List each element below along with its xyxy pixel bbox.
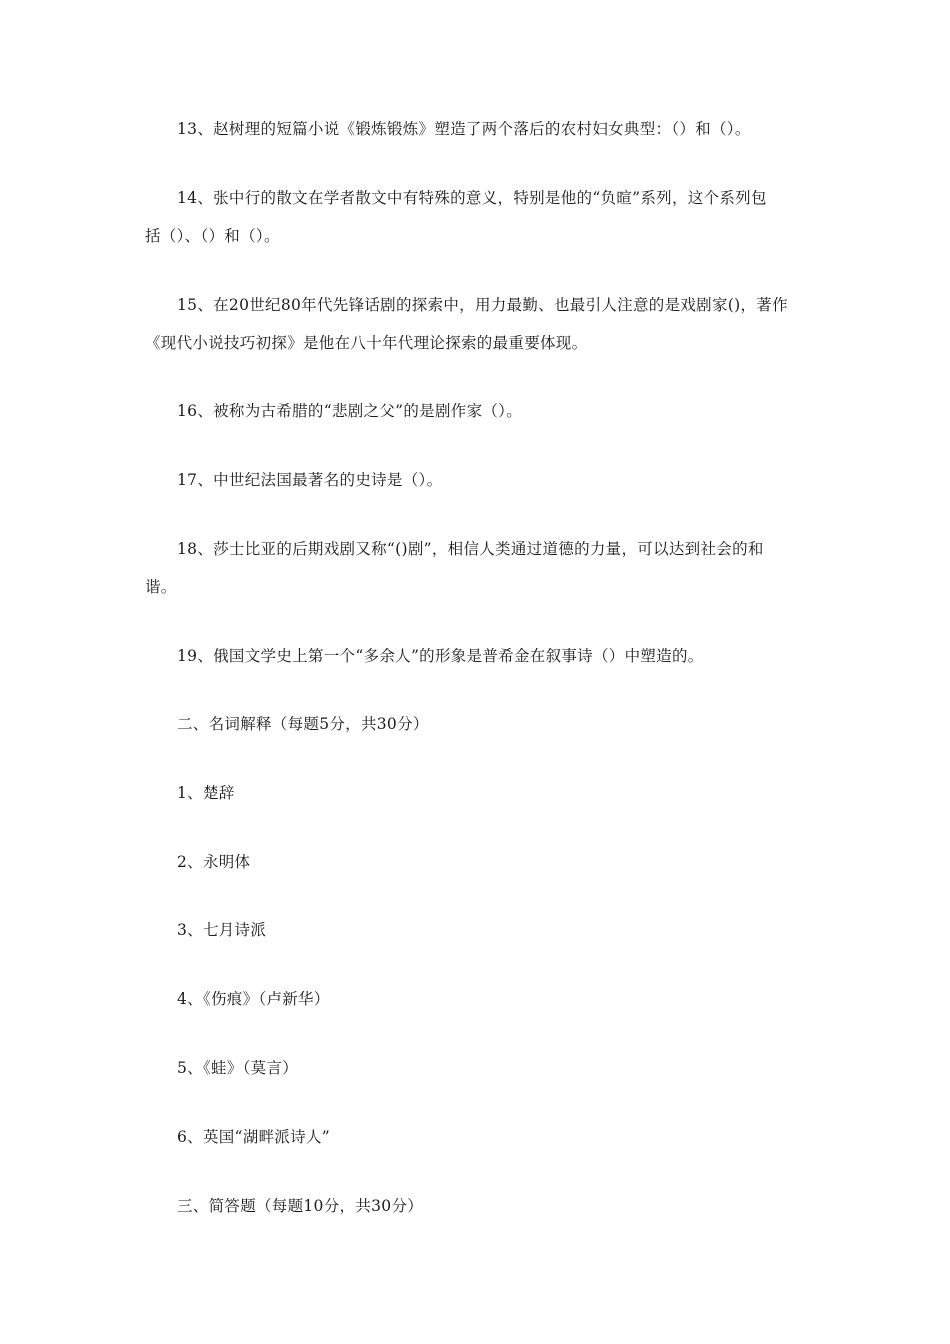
section-3-heading: 三、简答题（每题10分，共30分）	[177, 1197, 424, 1215]
question-14-line-1: 14、张中行的散文在学者散文中有特殊的意义，特别是他的“负暄”系列，这个系列包	[177, 189, 767, 207]
term-item-2: 2、永明体	[177, 853, 251, 871]
question-14-line-2: 括（）、（）和（）。	[145, 227, 280, 245]
question-19-line-1: 19、俄国文学史上第一个“多余人”的形象是普希金在叙事诗（）中塑造的。	[177, 647, 704, 665]
question-16-line-1: 16、被称为古希腊的“悲剧之父”的是剧作家（）。	[177, 402, 523, 420]
term-item-6: 6、英国“湖畔派诗人”	[177, 1128, 331, 1146]
question-17-line-1: 17、中世纪法国最著名的史诗是（）。	[177, 471, 443, 489]
section-2-heading: 二、名词解释（每题5分，共30分）	[177, 715, 429, 733]
term-item-5: 5、《蛙》（莫言）	[177, 1059, 299, 1077]
question-18-line-2: 谐。	[145, 578, 177, 596]
question-18-line-1: 18、莎士比亚的后期戏剧又称“()剧”，相信人类通过道德的力量，可以达到社会的和	[177, 540, 764, 558]
question-13-line-1: 13、赵树理的短篇小说《锻炼锻炼》塑造了两个落后的农村妇女典型：（）和（）。	[177, 120, 751, 138]
term-item-3: 3、七月诗派	[177, 921, 267, 939]
term-item-1: 1、楚辞	[177, 784, 235, 802]
question-15-line-1: 15、在20世纪80年代先锋话剧的探索中，用力最勤、也最引人注意的是戏剧家()，著作	[177, 296, 788, 314]
term-item-4: 4、《伤痕》（卢新华）	[177, 990, 330, 1008]
question-15-line-2: 《现代小说技巧初探》是他在八十年代理论探索的最重要体现。	[145, 334, 588, 352]
